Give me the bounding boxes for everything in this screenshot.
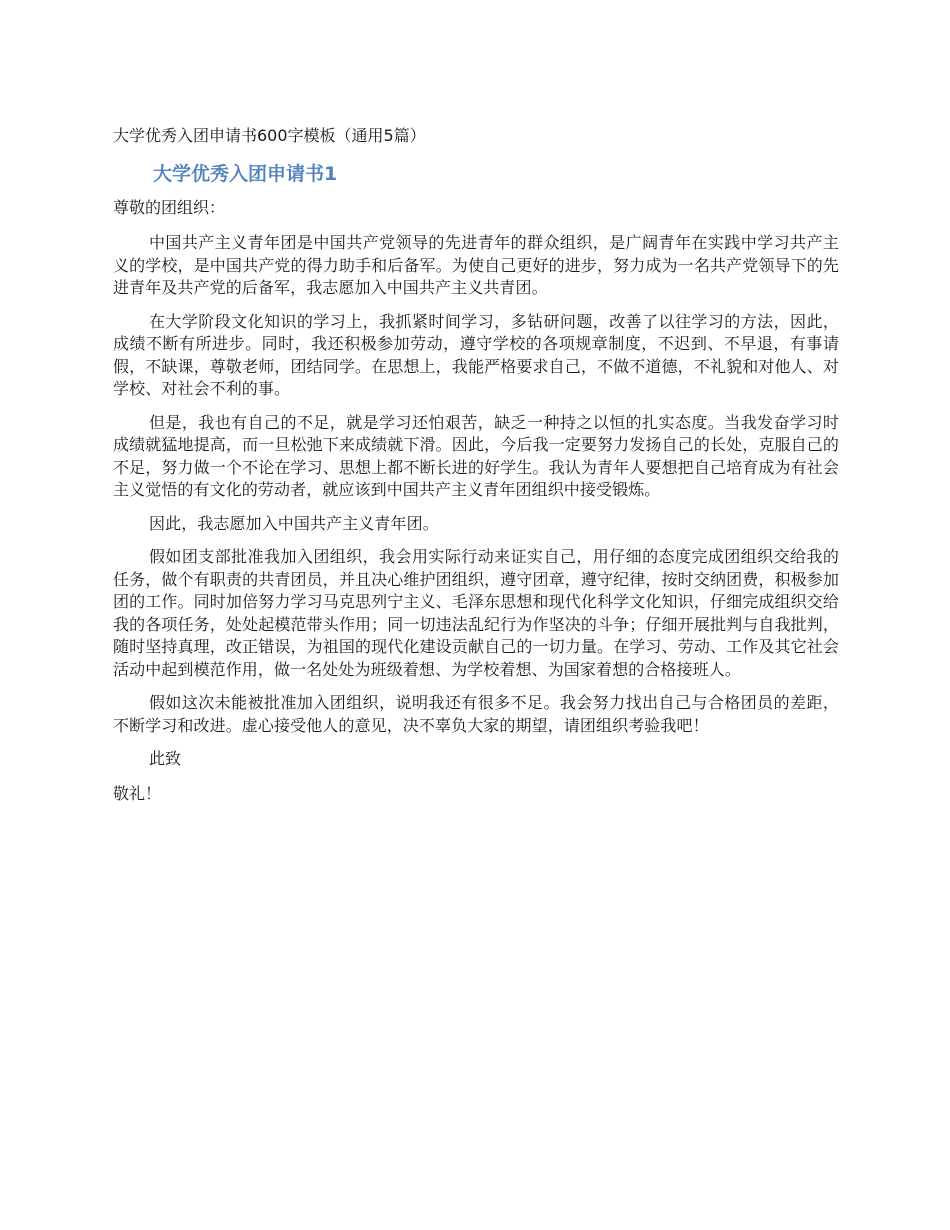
document-page (113, 123, 839, 805)
body-paragraph: 假如团支部批准我加入团组织，我会用实际行动来证实自己，用仔细的态度完成团组织交给我的任务，做个有职责的共青团员，并且决心维护团组织，遵守团章，遵守纪律，按时交纳团费，积极参加团的工作。同时加倍努力学习马克思列宁主义、毛泽东思想和现代化科学文化知识，仔细完成组织交给我的各项任务，处处起模范带头作用；同一切违法乱纪行为作坚决的斗争；仔细开展批判与自我批判，随时坚持真理，改正错误，为祖国的现代化建设贡献自己的一切力量。在学习、劳动、工作及其它社会活动中起到模范作用，做一名处处为班级着想、为学校着想、为国家着想的合格接班人。 (113, 547, 839, 679)
body-paragraph: 因此，我志愿加入中国共产主义青年团。 (149, 513, 439, 533)
body-paragraph: 在大学阶段文化知识的学习上，我抓紧时间学习，多钻研问题，改善了以往学习的方法，因此，成绩不断有所进步。同时，我还积极参加劳动，遵守学校的各项规章制度，不迟到、不早退，有事请假，不缺课，尊敬老师，团结同学。在思想上，我能严格要求自己，不做不道德，不礼貌和对他人、对学校、对社会不利的事。 (113, 311, 839, 398)
salutation: 尊敬的团组织： (113, 198, 226, 217)
section-heading: 大学优秀入团申请书1 (153, 163, 338, 185)
closing-phrase: 此致 (149, 749, 182, 768)
body-paragraph: 中国共产主义青年团是中国共产党领导的先进青年的群众组织，是广阔青年在实践中学习共产主义的学校，是中国共产党的得力助手和后备军。为使自己更好的进步，努力成为一名共产党领导下的先进青年及共产党的后备军，我志愿加入中国共产主义共青团。 (113, 233, 839, 297)
body-paragraph: 假如这次未能被批准加入团组织，说明我还有很多不足。我会努力找出自己与合格团员的差距，不断学习和改进。虚心接受他人的意见，决不辜负大家的期望，请团组织考验我吧！ (113, 693, 839, 735)
body-paragraph: 但是，我也有自己的不足，就是学习还怕艰苦，缺乏一种持之以恒的扎实态度。当我发奋学习时成绩就猛地提高，而一旦松弛下来成绩就下滑。因此，今后我一定要努力发扬自己的长处，克服自己的不足，努力做一个不论在学习、思想上都不断长进的好学生。我认为青年人要想把自己培育成为有社会主义觉悟的有文化的劳动者，就应该到中国共产主义青年团组织中接受锻炼。 (113, 412, 839, 499)
regards-phrase: 敬礼！ (113, 784, 162, 803)
document-title: 大学优秀入团申请书600字模板（通用5篇） (113, 126, 426, 145)
